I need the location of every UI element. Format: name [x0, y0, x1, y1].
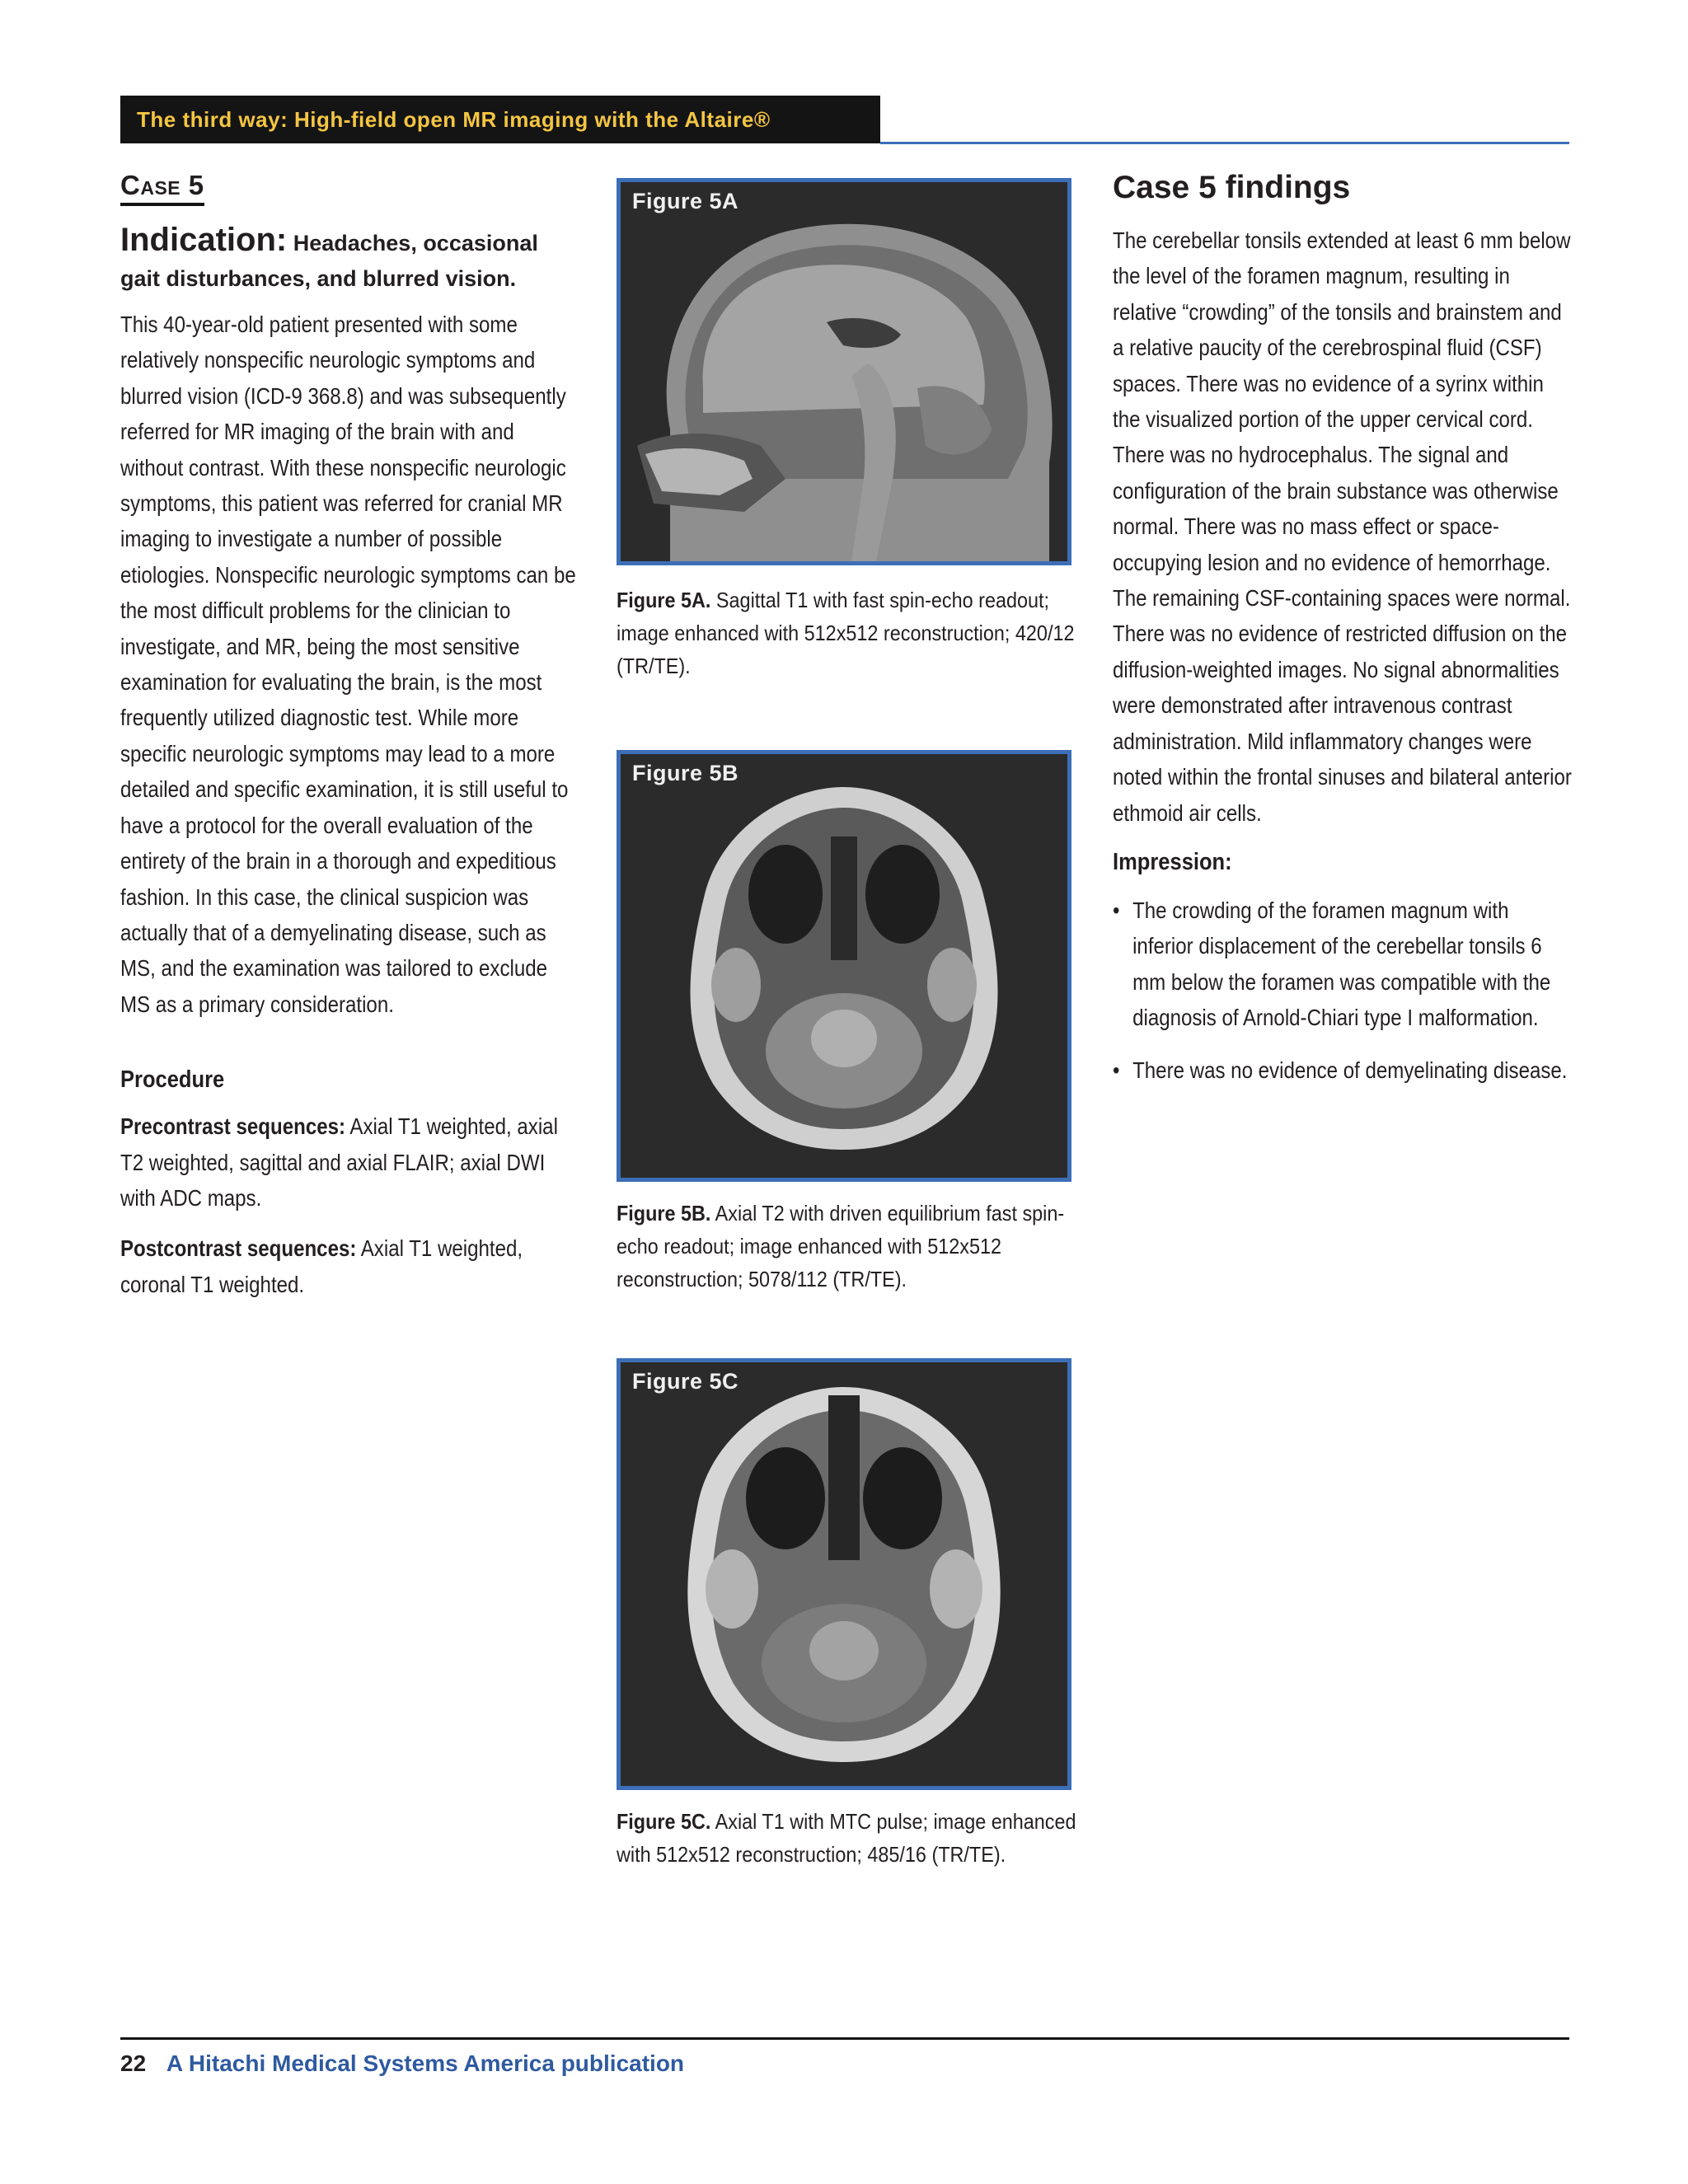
figure-5b-caption-text: Axial T2 with driven equilibrium fast spin-echo readout; image enhanced with 512x512 reconstruction; 5078/112 (TR/TE).: [617, 1201, 1065, 1291]
intro-paragraph: This 40-year-old patient presented with some relatively nonspecific neurologic symptoms and blurred vision (ICD-9 368.8) and was subsequently referred for MR imaging of the brain with and without contrast. With these nonspecific neurologic symptoms, this patient was referred for cranial MR imaging to investigate a number of possible etiologies. Nonspecific neurologic symptoms can be the most difficult problems for the clinician to investigate, and MR, being the most sensitive examination for evaluating the brain, is the most frequently utilized diagnostic test. While more specific neurologic symptoms may lead to a more detailed and specific examination, it is still useful to have a protocol for the overall evaluation of the entirety of the brain in a thorough and expeditious fashion. In this case, the clinical suspicion was actually that of a demyelinating disease, such as MS, and the examination was tailored to exclude MS as a primary consideration.: [120, 312, 576, 1017]
sagittal-mri-illustration: [621, 182, 1067, 561]
impression-item-text: There was no evidence of demyelinating disease.: [1132, 1057, 1568, 1083]
precontrast-paragraph: [120, 1108, 581, 1216]
right-column: [1113, 170, 1574, 1104]
figure-5b-image: [617, 750, 1071, 1182]
findings-title: Case 5 findings: [1113, 170, 1351, 205]
figure-5b-caption-label: Figure 5B.: [617, 1201, 711, 1226]
figure-5b-label: Figure 5B: [632, 761, 739, 785]
left-column: [120, 170, 582, 1302]
figure-5a-image: [617, 178, 1071, 565]
page-number: 22: [120, 2050, 147, 2076]
section-banner: [120, 96, 880, 143]
figure-5a-label: Figure 5A: [632, 189, 739, 213]
footer-rule: [120, 2037, 1569, 2040]
figure-5c-label: Figure 5C: [632, 1369, 739, 1394]
figure-5c-caption-text: Axial T1 with MTC pulse; image enhanced with 512x512 reconstruction; 485/16 (TR/TE).: [617, 1809, 1076, 1867]
figure-5c-caption: [617, 1805, 1078, 1871]
figure-5a-caption-text: Sagittal T1 with fast spin-echo readout; image enhanced with 512x512 reconstruction; 420/12 (TR/TE).: [617, 588, 1075, 678]
precontrast-label: Precontrast sequences:: [120, 1113, 346, 1140]
figure-5a-caption-label: Figure 5A.: [617, 588, 711, 612]
banner-rule: [880, 142, 1569, 144]
findings-paragraph: The cerebellar tonsils extended at least 6 mm below the level of the foramen magnum, resulting in relative “crowding” of the tonsils and brainstem and a relative paucity of the cerebrospinal fluid (CSF) spaces. There was no evidence of a syrinx within the visualized portion of the upper cervical cord. There was no hydrocephalus. The signal and configuration of the brain substance was otherwise normal. There was no mass effect or space-occupying lesion and no evidence of hemorrhage. The remaining CSF-containing spaces were normal. There was no evidence of restricted diffusion on the diffusion-weighted images. No signal abnormalities were demonstrated after intravenous contrast administration. Mild inflammatory changes were noted within the frontal sinuses and bilateral anterior ethmoid air cells.: [1113, 227, 1572, 826]
postcontrast-paragraph: [120, 1230, 581, 1302]
indication-label: Indication:: [120, 222, 288, 258]
impression-list: [1113, 893, 1573, 1088]
case-label: Case 5: [120, 170, 204, 206]
procedure-heading: Procedure: [120, 1066, 225, 1094]
postcontrast-label: Postcontrast sequences:: [120, 1235, 357, 1262]
figure-5b-caption: [617, 1197, 1078, 1296]
bullet-icon: •: [1113, 1057, 1120, 1083]
impression-item: [1113, 893, 1573, 1036]
impression-heading: Impression:: [1113, 848, 1232, 875]
bullet-icon: •: [1113, 897, 1120, 923]
axial-t2-mri-illustration: [621, 754, 1067, 1178]
figure-5c-caption-label: Figure 5C.: [617, 1809, 711, 1834]
publication-name: A Hitachi Medical Systems America publication: [166, 2050, 685, 2076]
figure-5c-image: [617, 1358, 1071, 1790]
page-footer: [120, 2050, 684, 2077]
axial-t1-mri-illustration: [621, 1362, 1067, 1786]
indication-text: Headaches, occasional gait disturbances, and blurred vision.: [120, 231, 538, 291]
impression-item: [1113, 1052, 1573, 1088]
postcontrast-text: Axial T1 weighted, coronal T1 weighted.: [120, 1235, 523, 1297]
precontrast-text: Axial T1 weighted, axial T2 weighted, sagittal and axial FLAIR; axial DWI with ADC maps.: [120, 1113, 558, 1211]
banner-title: The third way: High-field open MR imaging with the Altaire®: [137, 106, 771, 132]
impression-item-text: The crowding of the foramen magnum with inferior displacement of the cerebellar tonsils 6 mm below the foramen was compatible with the diagnosis of Arnold-Chiari type I malformation.: [1132, 897, 1551, 1031]
figure-5a-caption: [617, 583, 1078, 682]
indication: [120, 223, 582, 297]
